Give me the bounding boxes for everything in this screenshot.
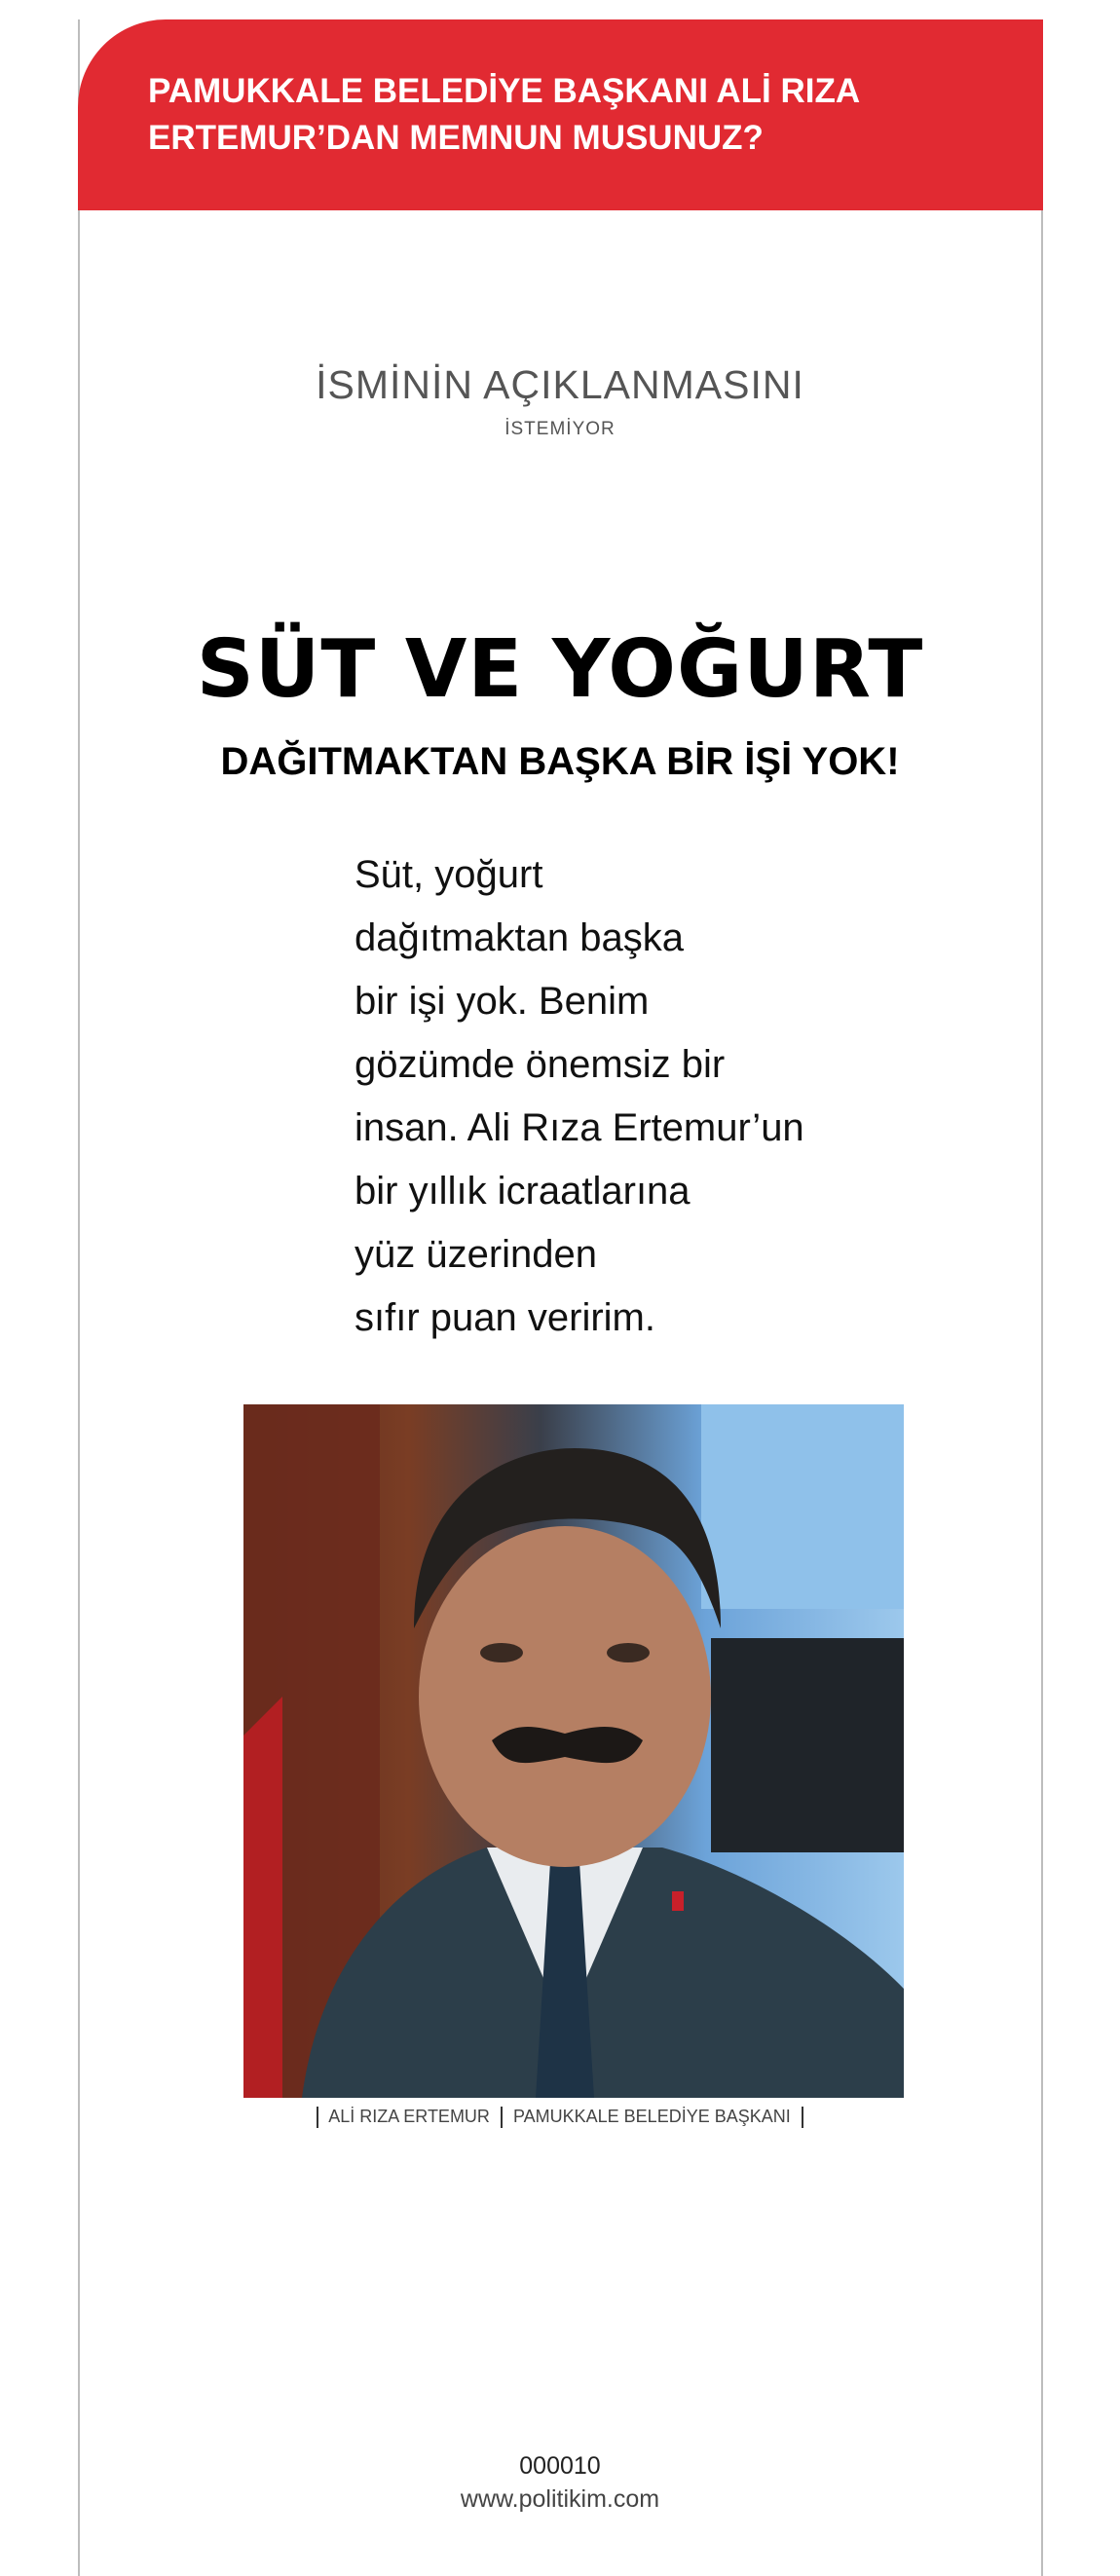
quote-line: sıfır puan veririm. xyxy=(355,1296,655,1339)
header-title-line-2: ERTEMUR’DAN MEMNUN MUSUNUZ? xyxy=(148,119,764,157)
portrait-illustration xyxy=(243,1404,904,2098)
header-title-line-1: PAMUKKALE BELEDİYE BAŞKANI ALİ RIZA xyxy=(148,72,861,110)
subheadline: DAĞITMAKTAN BAŞKA BİR İŞİ YOK! xyxy=(220,740,900,783)
caption-separator xyxy=(501,2107,503,2128)
quote-line: insan. Ali Rıza Ertemur’un xyxy=(355,1106,804,1149)
quote xyxy=(355,843,900,1350)
header-title xyxy=(148,68,1004,162)
quote-line: yüz üzerinden xyxy=(355,1233,598,1276)
headline: SÜT VE YOĞURT xyxy=(196,623,924,716)
quote-line: bir yıllık icraatlarına xyxy=(355,1170,691,1213)
source-sublabel: İSTEMİYOR xyxy=(504,419,616,439)
quote-line: dağıtmaktan başka xyxy=(355,916,684,959)
page-number: 000010 xyxy=(519,2452,601,2480)
header-banner xyxy=(78,19,1043,210)
caption-separator xyxy=(802,2107,803,2128)
source-label: İSMİNİN AÇIKLANMASINI xyxy=(316,362,804,407)
portrait-photo xyxy=(243,1404,904,2098)
quote-line: gözümde önemsiz bir xyxy=(355,1043,726,1086)
quote-line: Süt, yoğurt xyxy=(355,853,543,896)
website-url: www.politikim.com xyxy=(460,2485,660,2513)
caption-name: ALİ RIZA ERTEMUR xyxy=(328,2107,490,2126)
quote-line: bir işi yok. Benim xyxy=(355,980,650,1023)
photo-caption xyxy=(0,2107,1120,2128)
caption-separator xyxy=(317,2107,318,2128)
caption-title: PAMUKKALE BELEDİYE BAŞKANI xyxy=(512,2107,791,2126)
